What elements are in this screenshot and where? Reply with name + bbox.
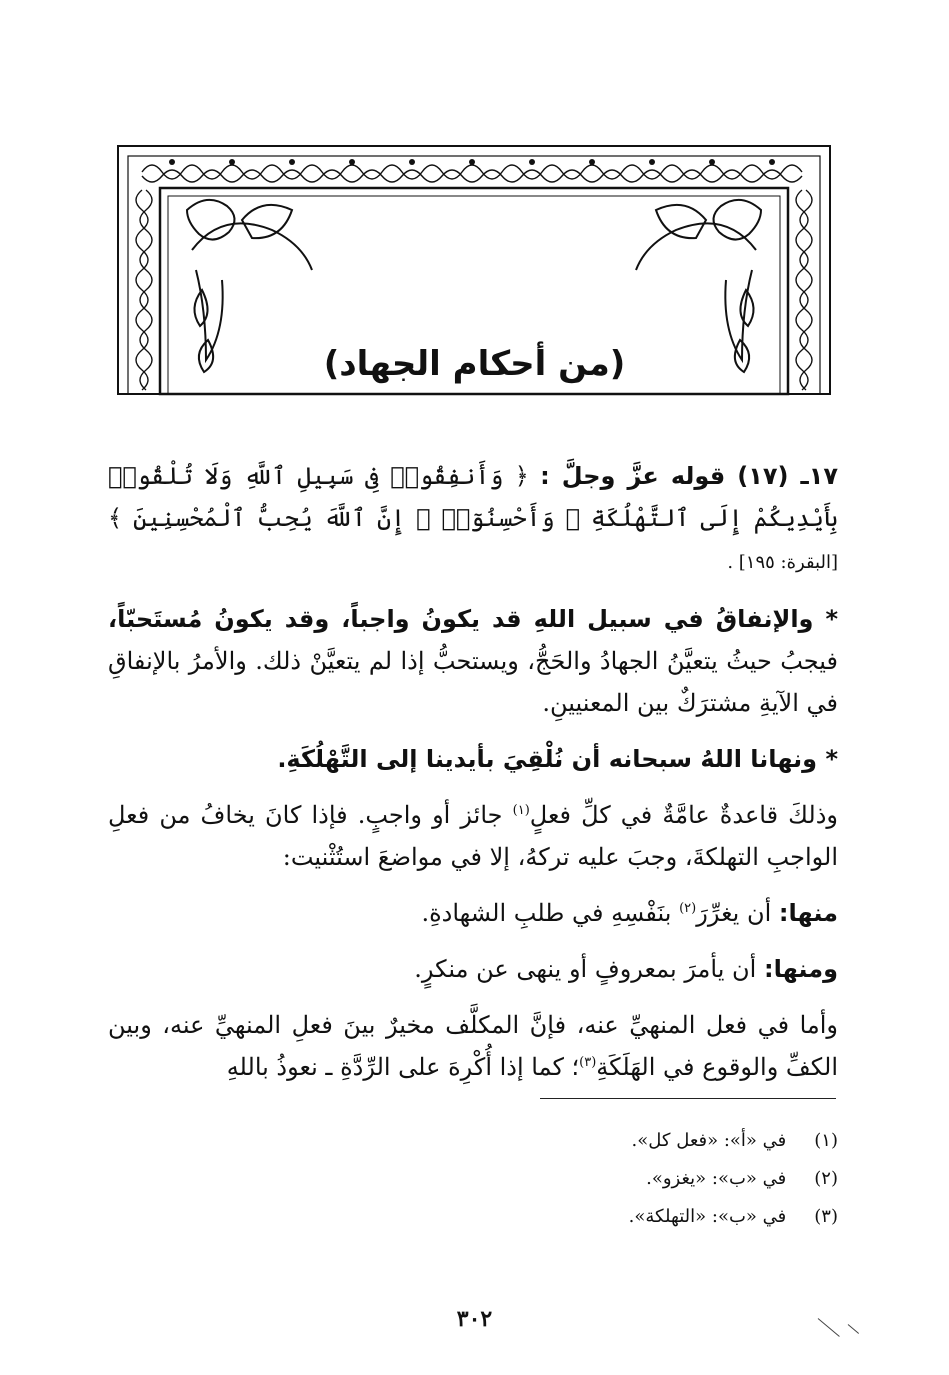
footnote-1 — [108, 1122, 838, 1160]
footnote-2 — [108, 1160, 838, 1198]
spending-lead: * والإنفاقُ في سبيل اللهِ قد يكونُ واجباً، وقد يكونُ مُستَحبّاً، — [108, 605, 838, 633]
footnote-number: (١) — [814, 1130, 838, 1151]
verse-reference: [البقرة: ١٩٥] . — [727, 552, 838, 573]
exception-1-lead: منها: — [778, 899, 838, 927]
forbidden-text-a: وأما في فعل المنهيِّ عنه، فإنَّ المكلَّف مخيرٌ بينَ فعلِ المنهيِّ عنه، وبين الكفِّ والوقوع في الهَلَكَةِ — [108, 1011, 838, 1081]
footnote-text: في «ب»: «التهلكة». — [628, 1206, 787, 1227]
rule-text-b: جائز أو واجبٍ. فإذا كانَ يخافُ من فعلِ الواجبِ التهلكةَ، وجبَ عليه تركهُ، إلا في مواضعَ استُثْنيت: — [108, 801, 838, 871]
quran-verse: ﴿ وَأَنفِقُوا۟ فِى سَبِيلِ ٱللَّهِ وَلَا تُلْقُوا۟ بِأَيْدِيكُمْ إِلَى ٱلتَّهْلُكَةِ ۛ وَأَحْسِنُوٓا۟ ۛ إِنَّ ٱللَّهَ يُحِبُّ ٱلْمُحْسِنِينَ ﴾ — [108, 462, 838, 532]
paragraph-exception-2 — [108, 948, 838, 990]
footnote-text: في «أ»: «فعل كل». — [631, 1130, 787, 1151]
paragraph-verse — [108, 455, 838, 584]
prohibition-text: * ونهانا اللهُ سبحانه أن نُلْقِيَ بأيدينا إلى التَّهْلُكَةِ. — [277, 745, 838, 773]
paragraph-forbidden — [108, 1004, 838, 1088]
verse-number: ١٧ـ (١٧) قوله عزَّ وجلَّ : — [540, 462, 838, 490]
exception-2-text: أن يأمرَ بمعروفٍ أو ينهى عن منكرٍ. — [414, 955, 757, 983]
footnote-3 — [108, 1198, 838, 1236]
spending-rest: فيجبُ حيثُ يتعيَّنُ الجهادُ والحَجُّ، ويستحبُّ إذا لم يتعيَّنْ ذلك. والأمرُ بالإنفاقِ في الآيةِ مشترَكٌ بين المعنيينِ. — [108, 647, 838, 717]
page-number: ٣٠٢ — [456, 1306, 493, 1332]
paragraph-exception-1 — [108, 892, 838, 934]
footnote-number: (٣) — [814, 1206, 838, 1227]
exception-1-text-b: بنَفْسِهِ في طلبِ الشهادةِ. — [421, 899, 672, 927]
footnote-ref-3[interactable]: (٣) — [579, 1055, 597, 1070]
footnotes — [108, 1122, 838, 1236]
paragraph-rule — [108, 794, 838, 878]
footnote-ref-2[interactable]: (٢) — [679, 901, 697, 916]
paragraph-prohibition — [108, 738, 838, 780]
rule-text-a: وذلكَ قاعدةٌ عامَّةٌ في كلِّ فعلٍ — [529, 801, 838, 829]
exception-1-text-a: أن يغرِّرَ — [696, 899, 772, 927]
paragraph-spending — [108, 598, 838, 724]
footnote-divider — [540, 1098, 836, 1099]
exception-2-lead: ومنها: — [763, 955, 838, 983]
footnote-ref-1[interactable]: (١) — [512, 803, 530, 818]
main-text — [108, 455, 838, 1102]
forbidden-text-b: ؛ كما إذا أُكْرِهَ على الرِّدَّةِ ـ نعوذُ باللهِ — [226, 1053, 580, 1081]
footnote-text: في «ب»: «يغزو». — [646, 1168, 787, 1189]
footnote-number: (٢) — [814, 1168, 838, 1189]
chapter-title: (من أحكام الجهاد) — [323, 344, 626, 384]
